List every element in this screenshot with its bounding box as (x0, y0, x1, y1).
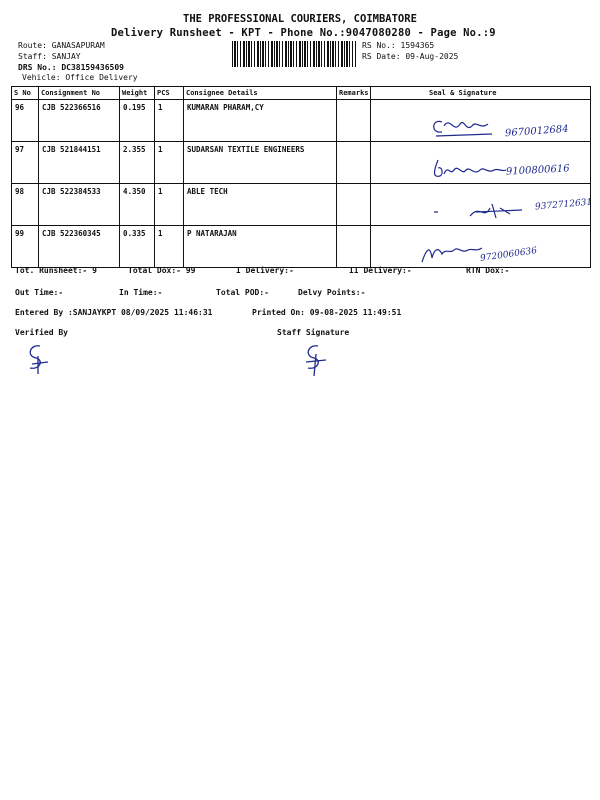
row-pcs: 1 (155, 184, 184, 226)
header-consignee: Consignee Details (184, 87, 337, 100)
signature-phone-3: 9372712631 (534, 197, 593, 213)
rs-date: RS Date: 09-Aug-2025 (362, 52, 459, 61)
i-delivery: I Delivery:- (236, 266, 294, 275)
row-weight: 0.195 (120, 100, 155, 142)
signature-scribble-2 (430, 156, 510, 182)
verified-by-label: Verified By (15, 328, 68, 337)
drs-number: DRS No.: DC38159436509 (18, 63, 124, 72)
row-consignee: ABLE TECH (184, 184, 337, 226)
ii-delivery: II Delivery:- (349, 266, 412, 275)
out-time: Out Time:- (15, 288, 64, 297)
runsheet-subtitle: Delivery Runsheet - KPT - Phone No.:9047080280 - Page No.:9 (111, 27, 496, 39)
entered-by: Entered By :SANJAYKPT 08/09/2025 11:46:31 (15, 308, 213, 317)
barcode (232, 41, 356, 67)
tot-runsheet: Tot. Runsheet:- 9 (15, 266, 97, 275)
printed-on: Printed On: 09-08-2025 11:49:51 (252, 308, 402, 317)
row-weight: 4.350 (120, 184, 155, 226)
signature-scribble-4 (418, 240, 488, 266)
row-weight: 2.355 (120, 142, 155, 184)
route-text: Route: GANASAPURAM (18, 41, 105, 50)
delvy-points: Delvy Points:- (298, 288, 366, 297)
row-consignment: CJB 522384533 (39, 184, 120, 226)
row-sno: 96 (12, 100, 39, 142)
row-remarks (337, 184, 371, 226)
row-remarks (337, 142, 371, 184)
row-remarks (337, 100, 371, 142)
row-weight: 0.335 (120, 226, 155, 268)
row-consignee: KUMARAN PHARAM,CY (184, 100, 337, 142)
header-seal-signature: Seal & Signature (371, 87, 591, 100)
in-time: In Time:- (119, 288, 163, 297)
header-pcs: PCS (155, 87, 184, 100)
rtn-dox: RTN Dox:- (466, 266, 510, 275)
row-consignment: CJB 521844151 (39, 142, 120, 184)
verified-signature (22, 342, 52, 376)
row-pcs: 1 (155, 226, 184, 268)
row-sno: 97 (12, 142, 39, 184)
total-pod: Total POD:- (216, 288, 269, 297)
row-remarks (337, 226, 371, 268)
table-header-row (12, 87, 591, 100)
row-sno: 98 (12, 184, 39, 226)
signature-phone-4: 9720060636 (479, 246, 538, 264)
table-row (12, 226, 591, 268)
staff-text: Staff: SANJAY (18, 52, 81, 61)
signature-phone-2: 9100800616 (505, 163, 570, 178)
header-weight: Weight (120, 87, 155, 100)
document-title: THE PROFESSIONAL COURIERS, COIMBATORE (183, 13, 417, 25)
header-sno: S No (12, 87, 39, 100)
table-row (12, 100, 591, 142)
staff-signature-label: Staff Signature (277, 328, 350, 337)
rs-number: RS No.: 1594365 (362, 41, 435, 50)
staff-signature (298, 342, 328, 378)
row-pcs: 1 (155, 100, 184, 142)
header-remarks: Remarks (337, 87, 371, 100)
row-consignment: CJB 522360345 (39, 226, 120, 268)
signature-scribble-3 (430, 198, 530, 224)
vehicle-text: Vehicle: Office Delivery (22, 73, 138, 82)
total-dox: Total Dox:- 99 (128, 266, 196, 275)
row-consignment: CJB 522366516 (39, 100, 120, 142)
header-consignment: Consignment No (39, 87, 120, 100)
row-sno: 99 (12, 226, 39, 268)
signature-scribble-1 (430, 112, 500, 142)
row-consignee: SUDARSAN TEXTILE ENGINEERS (184, 142, 337, 184)
row-pcs: 1 (155, 142, 184, 184)
signature-phone-1: 9670012684 (504, 123, 569, 140)
row-consignee: P NATARAJAN (184, 226, 337, 268)
